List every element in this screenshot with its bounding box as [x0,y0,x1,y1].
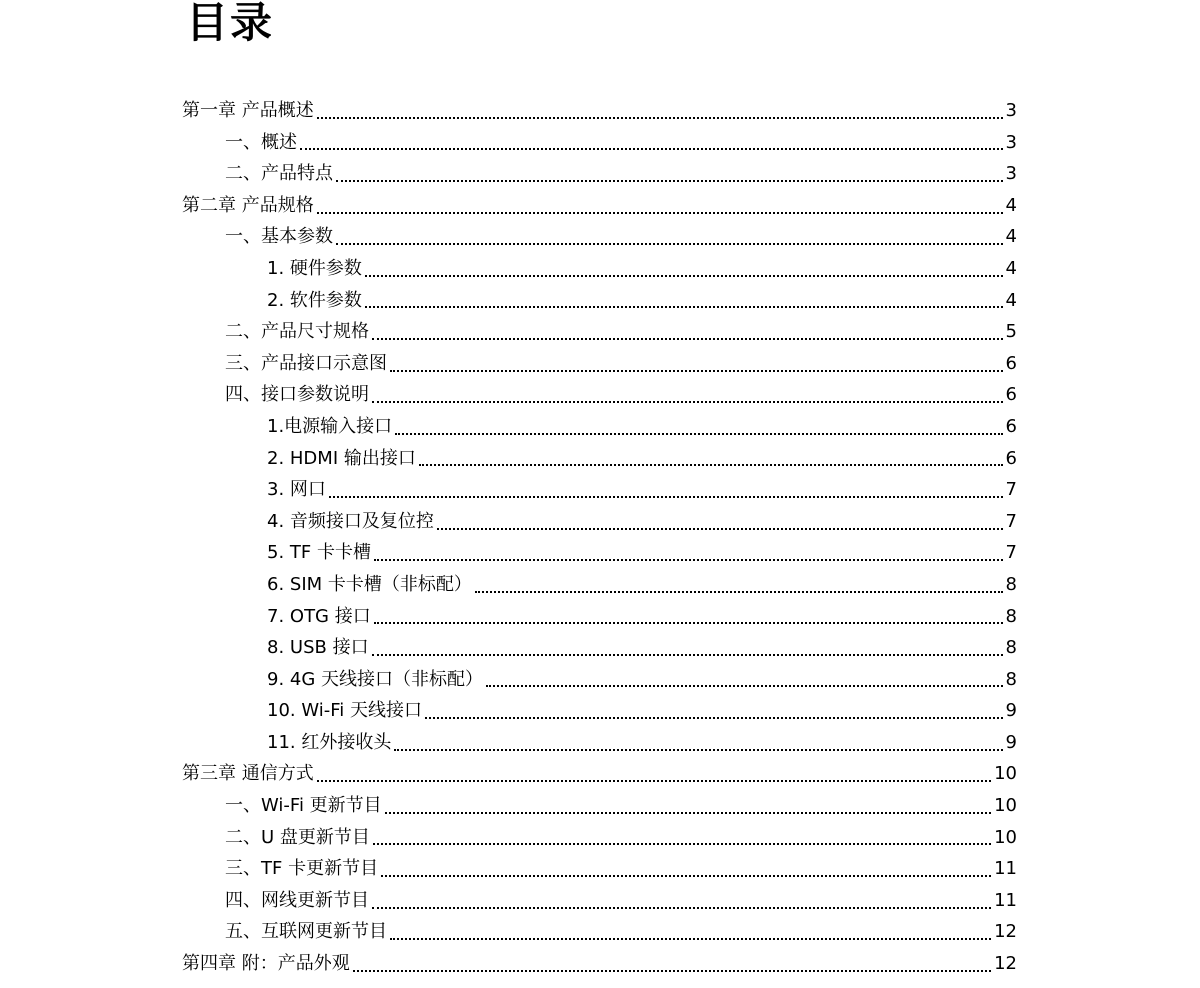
toc-entry[interactable] [267,474,1017,506]
toc-dot-leader [353,970,991,972]
toc-entry[interactable] [267,537,1017,569]
toc-dot-leader [300,148,1003,150]
toc-entry[interactable] [267,695,1017,727]
toc-entry-label: 第一章 产品概述 [182,100,314,121]
toc-dot-leader [372,401,1003,403]
toc-dot-leader [365,275,1003,277]
toc-page-number: 8 [1005,637,1017,659]
toc-page-number: 10 [994,795,1017,817]
toc-page-number: 6 [1005,352,1017,374]
toc-dot-leader [373,843,991,845]
toc-entry-label: 2. HDMI 输出接口 [267,447,416,469]
toc-page-number: 8 [1005,573,1017,595]
toc-page-number: 5 [1005,321,1017,343]
toc-entry[interactable] [267,632,1017,664]
toc-page-number: 6 [1005,384,1017,406]
toc-dot-leader [372,654,1003,656]
toc-page-number: 4 [1005,226,1017,248]
toc-entry-label: 5. TF 卡卡槽 [267,542,371,564]
toc-entry[interactable] [225,379,1017,411]
toc-entry[interactable] [225,916,1017,948]
toc-entry-label: 2. 软件参数 [267,289,362,311]
toc-entry-label: 10. Wi-Fi 天线接口 [267,700,423,722]
toc-dot-leader [317,780,991,782]
toc-entry-label: 9. 4G 天线接口（非标配） [267,668,484,690]
toc-entry-label: 第三章 通信方式 [182,763,314,785]
toc-page-number: 3 [1005,163,1017,185]
toc-page-number: 7 [1005,542,1017,564]
toc-entry-label: 二、产品特点 [225,163,333,185]
toc-dot-leader [475,591,1003,593]
toc-entry[interactable] [267,411,1017,443]
toc-dot-leader [374,622,1003,624]
toc-entry[interactable] [267,569,1017,601]
toc-page-number: 7 [1005,510,1017,532]
toc-dot-leader [372,907,991,909]
toc-entry-label: 三、产品接口示意图 [225,352,387,374]
toc-dot-leader [336,180,1003,182]
toc-dot-leader [381,875,991,877]
toc-page-number: 11 [994,858,1017,880]
toc-entry[interactable] [267,253,1017,285]
toc-page-number: 11 [994,889,1017,911]
toc-title: 目录 [186,0,275,47]
toc-page-number: 4 [1005,257,1017,279]
toc-entry[interactable] [225,221,1017,253]
toc-page-number: 3 [1005,100,1017,121]
toc-entry-label: 四、网线更新节目 [225,889,369,911]
toc-page-number: 3 [1005,131,1017,153]
toc-entry-label: 6. SIM 卡卡槽（非标配） [267,573,472,595]
toc-entry[interactable] [225,348,1017,380]
toc-page-number: 10 [994,763,1017,785]
toc-page-number: 6 [1005,415,1017,437]
toc-entry[interactable] [182,190,1017,222]
toc-entry-label: 第二章 产品规格 [182,194,314,216]
toc-page-number: 10 [994,826,1017,848]
toc-dot-leader [385,812,991,814]
toc-entry-label: 3. 网口 [267,479,326,501]
toc-dot-leader [390,370,1003,372]
toc-entry-label: 1.电源输入接口 [267,415,393,437]
toc-page-number: 8 [1005,668,1017,690]
toc-entry-label: 第四章 附：产品外观 [182,953,350,975]
toc-entry-label: 1. 硬件参数 [267,257,362,279]
toc-entry[interactable] [225,158,1017,190]
toc-dot-leader [329,496,1003,498]
toc-dot-leader [437,528,1003,530]
toc-entry-label: 8. USB 接口 [267,637,369,659]
toc-entry-label: 4. 音频接口及复位控 [267,510,434,532]
toc-dot-leader [374,559,1003,561]
table-of-contents [0,95,1200,980]
toc-entry-label: 一、概述 [225,131,297,153]
toc-page-number: 7 [1005,479,1017,501]
toc-dot-leader [390,938,991,940]
toc-page-number: 8 [1005,605,1017,627]
toc-entry[interactable] [267,506,1017,538]
toc-entry-label: 二、产品尺寸规格 [225,321,369,343]
toc-entry[interactable] [225,853,1017,885]
toc-entry[interactable] [225,822,1017,854]
toc-entry-label: 四、接口参数说明 [225,384,369,406]
toc-dot-leader [336,243,1003,245]
toc-entry[interactable] [182,758,1017,790]
toc-page-number: 9 [1005,731,1017,753]
toc-entry[interactable] [182,948,1017,980]
toc-entry-label: 二、U 盘更新节目 [225,826,370,848]
toc-page-number: 4 [1005,194,1017,216]
toc-page-number: 12 [994,921,1017,943]
toc-dot-leader [486,685,1003,687]
toc-dot-leader [372,338,1003,340]
toc-dot-leader [317,212,1003,214]
toc-entry-label: 7. OTG 接口 [267,605,371,627]
toc-entry[interactable] [225,127,1017,159]
toc-page-number: 12 [994,953,1017,975]
toc-page-number: 9 [1005,700,1017,722]
toc-page-number: 6 [1005,447,1017,469]
toc-page-number: 4 [1005,289,1017,311]
toc-dot-leader [395,433,1002,435]
toc-entry[interactable] [267,664,1017,696]
toc-entry[interactable] [267,601,1017,633]
toc-entry-label: 11. 红外接收头 [267,731,392,753]
toc-entry[interactable] [267,443,1017,475]
toc-dot-leader [419,464,1003,466]
toc-entry[interactable] [225,885,1017,917]
toc-dot-leader [317,117,1003,119]
toc-entry-label: 三、TF 卡更新节目 [225,858,379,880]
toc-entry-label: 一、基本参数 [225,226,333,248]
toc-entry-label: 五、互联网更新节目 [225,921,387,943]
toc-dot-leader [425,717,1003,719]
toc-entry[interactable] [182,95,1017,127]
toc-entry[interactable] [225,790,1017,822]
toc-entry-label: 一、Wi-Fi 更新节目 [225,795,382,817]
toc-dot-leader [365,306,1003,308]
toc-entry[interactable] [225,316,1017,348]
toc-dot-leader [394,749,1002,751]
toc-entry[interactable] [267,727,1017,759]
toc-entry[interactable] [267,285,1017,317]
